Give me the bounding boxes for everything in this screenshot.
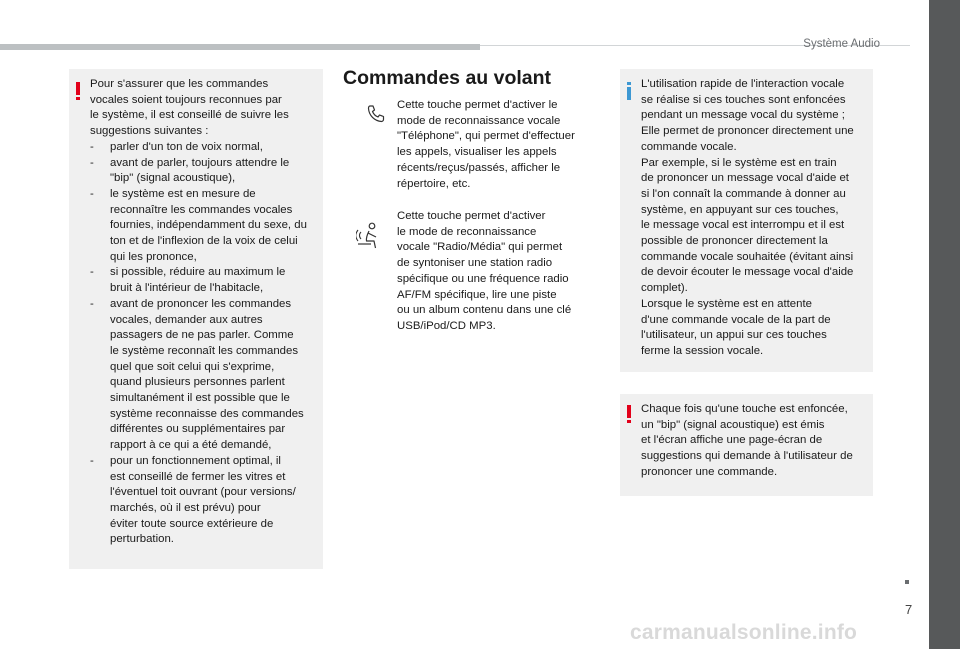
text-line: L'utilisation rapide de l'interaction vocale bbox=[641, 78, 845, 90]
text-line: commande vocale souhaitée (évitant ainsi bbox=[641, 250, 854, 263]
text-line: de syntoniser une station radio bbox=[397, 257, 553, 270]
text-line: quand plusieurs personnes parlent bbox=[110, 376, 285, 389]
voice-tips-text bbox=[90, 77, 318, 548]
text-line: marchés, où il est prévu) pour bbox=[110, 501, 261, 514]
section-header: Système Audio bbox=[803, 38, 880, 50]
text-line: Lorsque le système est en attente bbox=[641, 297, 812, 310]
text-line: différentes ou supplémentaires par bbox=[110, 423, 286, 436]
text-line: parler d'un ton de voix normal, bbox=[110, 140, 263, 153]
text-line: reconnaître les commandes vocales bbox=[110, 203, 293, 216]
text-line: le système, il est conseillé de suivre les bbox=[90, 109, 289, 122]
text-line: avant de parler, toujours attendre le bbox=[110, 156, 290, 169]
text-line: AF/FM spécifique, lire une piste bbox=[397, 288, 557, 301]
text-line: ferme la session vocale. bbox=[641, 344, 764, 357]
text-line: Cette touche permet d'activer le bbox=[397, 99, 558, 111]
text-line: pour un fonctionnement optimal, il bbox=[110, 454, 281, 467]
text-line: Elle permet de prononcer directement une bbox=[641, 125, 854, 138]
voice-tips-list bbox=[90, 140, 318, 548]
page-marker bbox=[905, 580, 909, 584]
voice-interaction-info-box bbox=[620, 69, 873, 372]
list-dash: - bbox=[90, 297, 94, 310]
text-line: bruit à l'intérieur de l'habitacle, bbox=[110, 282, 264, 295]
phone-button-description bbox=[397, 98, 597, 192]
page-title: Commandes au volant bbox=[343, 67, 552, 89]
text-line: passagers de ne pas parler. Comme bbox=[110, 329, 294, 342]
list-dash: - bbox=[90, 140, 94, 153]
voice-interaction-info-text bbox=[641, 77, 871, 360]
text-line: ton et de l'inflexion de la voix de celui bbox=[110, 235, 298, 248]
text-line: Chaque fois qu'une touche est enfoncée, bbox=[641, 403, 848, 415]
text-line: les appels, visualiser les appels bbox=[397, 146, 557, 159]
text-line: Par exemple, si le système est en train bbox=[641, 156, 837, 169]
text-line: "Téléphone", qui permet d'effectuer bbox=[397, 130, 575, 143]
text-line: l'éventuel toit ouvrant (pour versions/ bbox=[110, 486, 296, 499]
text-line: avant de prononcer les commandes bbox=[110, 297, 292, 310]
list-item bbox=[90, 156, 318, 187]
list-item bbox=[90, 265, 318, 296]
voice-tips-box bbox=[69, 69, 323, 569]
text-line: pendant un message vocal du système ; bbox=[641, 109, 845, 122]
text-line: d'une commande vocale de la part de bbox=[641, 313, 831, 326]
text-line: suggestions qui demande à l'utilisateur de bbox=[641, 450, 853, 463]
voice-command-icon bbox=[356, 222, 382, 250]
text-line: un "bip" (signal acoustique) est émis bbox=[641, 418, 825, 431]
text-line: ou un album contenu dans une clé bbox=[397, 304, 572, 317]
header-rule bbox=[0, 44, 480, 50]
text-line: est conseillé de fermer les vitres et bbox=[110, 470, 286, 483]
watermark: carmanualsonline.info bbox=[630, 621, 858, 644]
text-line: et l'écran affiche une page-écran de bbox=[641, 434, 823, 447]
text-line: le système reconnaît les commandes bbox=[110, 344, 299, 357]
text-line: commande vocale. bbox=[641, 140, 737, 153]
text-line: simultanément il est possible que le bbox=[110, 392, 290, 405]
phone-icon bbox=[366, 104, 386, 124]
text-line: Pour s'assurer que les commandes bbox=[90, 78, 269, 90]
text-line: suggestions suivantes : bbox=[90, 125, 209, 138]
text-line: de prononcer un message vocal d'aide et bbox=[641, 172, 849, 185]
page-number: 7 bbox=[905, 602, 913, 617]
sidebar-strip bbox=[929, 0, 960, 649]
list-dash: - bbox=[90, 156, 94, 169]
list-item bbox=[90, 140, 318, 156]
text-line: se réalise si ces touches sont enfoncées bbox=[641, 93, 846, 106]
text-line: prononcer une commande. bbox=[641, 465, 778, 478]
warning-icon bbox=[75, 82, 81, 100]
text-line: vocales, demander aux autres bbox=[110, 313, 263, 326]
list-dash: - bbox=[90, 187, 94, 200]
text-line: vocale "Radio/Média" qui permet bbox=[397, 241, 563, 254]
text-line: mode de reconnaissance vocale bbox=[397, 114, 561, 127]
warning-icon bbox=[626, 405, 632, 423]
text-line: possible de prononcer directement la bbox=[641, 235, 828, 248]
text-line: éviter toute source extérieure de bbox=[110, 517, 274, 530]
text-line: quel que soit celui qui s'exprime, bbox=[110, 360, 275, 373]
text-line: système, en appuyant sur ces touches, bbox=[641, 203, 839, 216]
voice-button-description bbox=[397, 209, 597, 335]
text-line: "bip" (signal acoustique), bbox=[110, 172, 236, 185]
text-line: Cette touche permet d'activer bbox=[397, 210, 546, 222]
text-line: récents/reçus/passés, afficher le bbox=[397, 161, 561, 174]
text-line: répertoire, etc. bbox=[397, 177, 471, 190]
text-line: fournies, indépendamment du sexe, du bbox=[110, 219, 307, 232]
info-icon bbox=[626, 82, 632, 100]
text-line: rapport à ce qui a été demandé, bbox=[110, 439, 272, 452]
text-line: USB/iPod/CD MP3. bbox=[397, 319, 496, 332]
text-line: le message vocal est interrompu et il est bbox=[641, 219, 845, 232]
text-line: si l'on connaît la commande à donner au bbox=[641, 187, 846, 200]
text-line: complet). bbox=[641, 282, 688, 295]
list-item bbox=[90, 297, 318, 454]
list-item bbox=[90, 454, 318, 548]
text-line: de devoir écouter le message vocal d'aide bbox=[641, 266, 854, 279]
text-line: le mode de reconnaissance bbox=[397, 225, 537, 238]
list-dash: - bbox=[90, 454, 94, 467]
list-item bbox=[90, 187, 318, 266]
voice-tips-intro bbox=[90, 77, 318, 140]
beep-warning-box bbox=[620, 394, 873, 496]
text-line: perturbation. bbox=[110, 533, 174, 546]
text-line: système reconnaisse des commandes bbox=[110, 407, 304, 420]
text-line: spécifique ou une fréquence radio bbox=[397, 272, 569, 285]
list-dash: - bbox=[90, 266, 94, 279]
text-line: vocales soient toujours reconnues par bbox=[90, 93, 282, 106]
beep-warning-text bbox=[641, 402, 871, 481]
text-line: qui les prononce, bbox=[110, 250, 197, 263]
text-line: le système est en mesure de bbox=[110, 187, 256, 200]
text-line: l'utilisateur, un appui sur ces touches bbox=[641, 329, 827, 342]
text-line: si possible, réduire au maximum le bbox=[110, 266, 286, 279]
